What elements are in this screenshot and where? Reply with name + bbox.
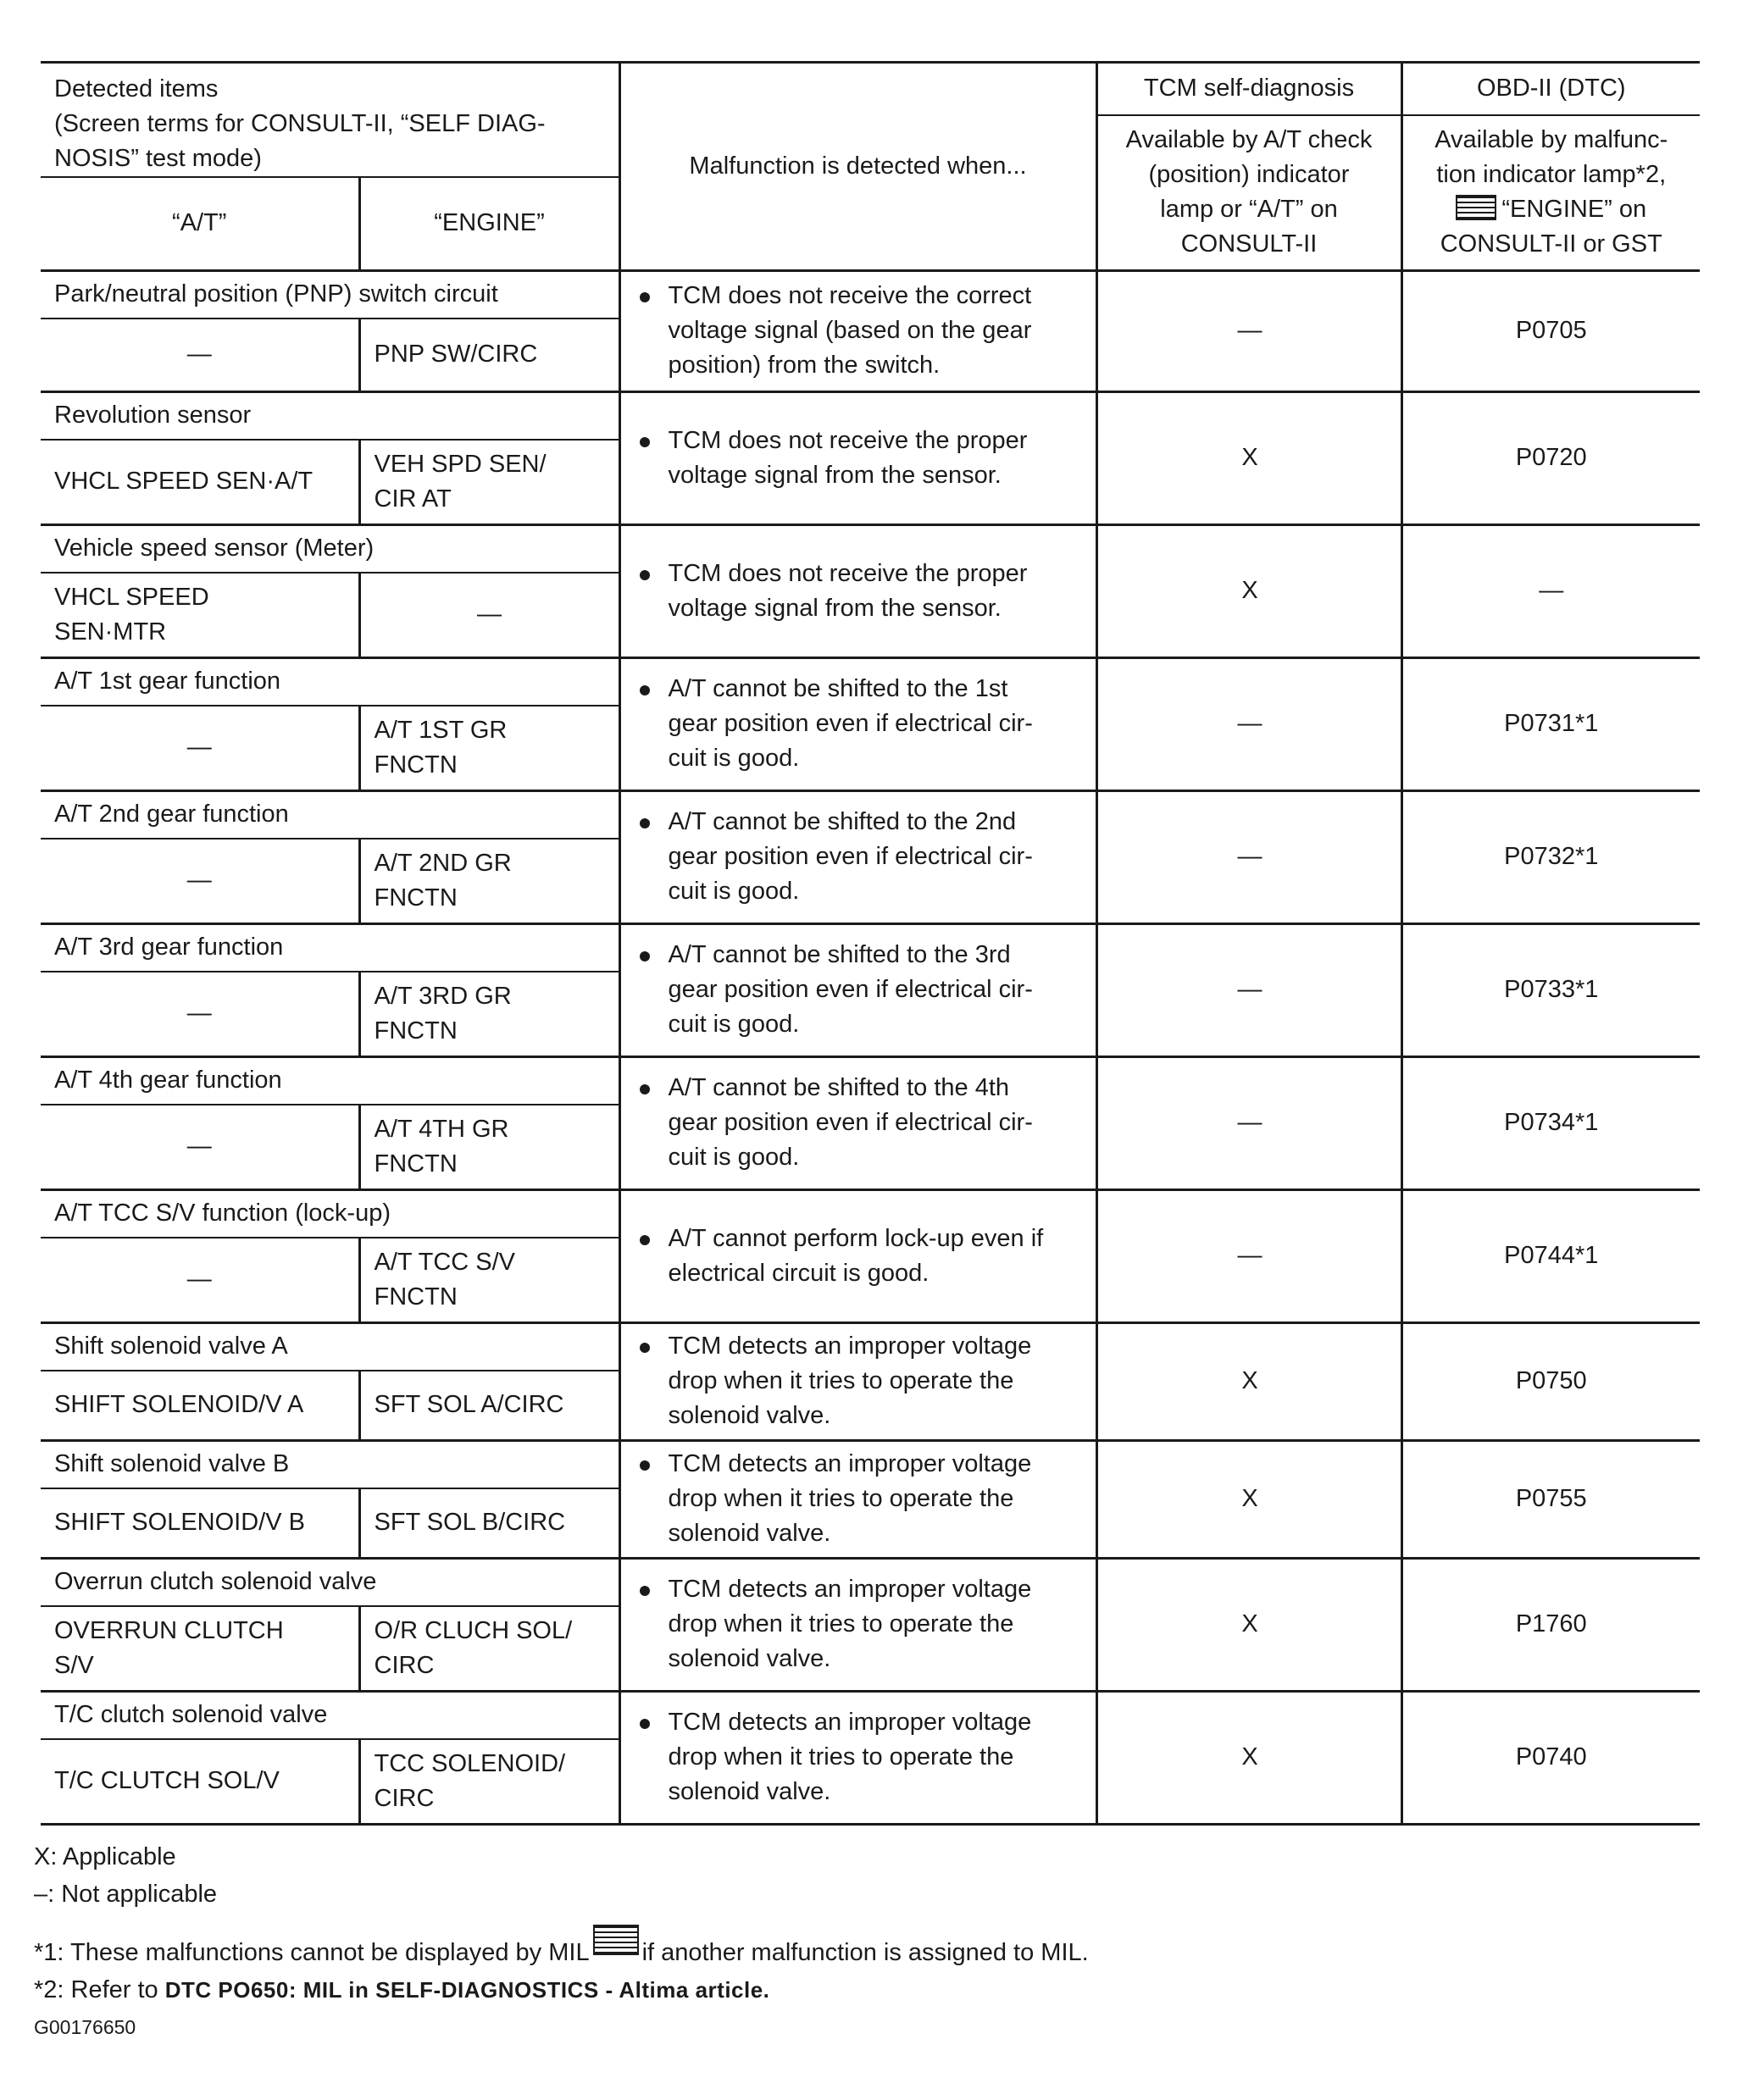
header-tcm-sub: Available by A/T check (position) indicator lamp or “A/T” on CONSULT-II (1096, 115, 1401, 271)
header-engine: “ENGINE” (359, 177, 619, 270)
malfunction-condition: A/T cannot perform lock-up even if electrical circuit is good. (619, 1189, 1096, 1322)
diagnostic-table (41, 61, 1700, 1826)
consult-at-term: OVERRUN CLUTCH S/V (41, 1606, 359, 1691)
footnote-1: *1: These malfunctions cannot be displayed by MIL if another malfunction is assigned to MIL. (34, 1925, 1089, 1971)
obd-dtc-code: P1760 (1401, 1558, 1700, 1691)
malfunction-condition: TCM does not receive the proper voltage signal from the sensor. (619, 524, 1096, 657)
consult-at-term: VHCL SPEED SEN·A/T (41, 440, 359, 524)
malfunction-condition: A/T cannot be shifted to the 3rd gear position even if electrical cir- cuit is good. (619, 923, 1096, 1056)
obd-dtc-code: P0733*1 (1401, 923, 1700, 1056)
detected-item: A/T TCC S/V function (lock-up) (41, 1189, 619, 1238)
legend-not-applicable: –: Not applicable (34, 1881, 218, 1908)
detected-item: Overrun clutch solenoid valve (41, 1558, 619, 1606)
notes (34, 1838, 1089, 2009)
consult-at-term: — (41, 839, 359, 923)
consult-engine-term: — (359, 573, 619, 657)
tcm-self-diagnosis: — (1096, 270, 1401, 391)
header-obd-sub: Available by malfunc- tion indicator lamp*2, “ENGINE” on CONSULT-II or GST (1401, 115, 1700, 271)
malfunction-condition: TCM detects an improper voltage drop when it tries to operate the solenoid valve. (619, 1322, 1096, 1440)
tcm-self-diagnosis: X (1096, 1322, 1401, 1440)
consult-engine-term: A/T 3RD GR FNCTN (359, 972, 619, 1056)
header-at: “A/T” (41, 177, 359, 270)
consult-at-term: SHIFT SOLENOID/V A (41, 1371, 359, 1440)
mil-lamp-icon (593, 1925, 639, 1955)
malfunction-condition: A/T cannot be shifted to the 2nd gear position even if electrical cir- cuit is good. (619, 790, 1096, 923)
consult-at-term: — (41, 1105, 359, 1189)
detected-item: Shift solenoid valve A (41, 1322, 619, 1371)
consult-engine-term: A/T 2ND GR FNCTN (359, 839, 619, 923)
obd-dtc-code: P0734*1 (1401, 1056, 1700, 1189)
tcm-self-diagnosis: — (1096, 657, 1401, 790)
consult-engine-term: A/T TCC S/V FNCTN (359, 1238, 619, 1322)
detected-item: A/T 3rd gear function (41, 923, 619, 972)
consult-engine-term: VEH SPD SEN/ CIR AT (359, 440, 619, 524)
consult-at-term: — (41, 706, 359, 790)
consult-engine-term: TCC SOLENOID/ CIRC (359, 1739, 619, 1824)
malfunction-condition: A/T cannot be shifted to the 4th gear position even if electrical cir- cuit is good. (619, 1056, 1096, 1189)
malfunction-condition: TCM detects an improper voltage drop when it tries to operate the solenoid valve. (619, 1440, 1096, 1558)
consult-engine-term: O/R CLUCH SOL/ CIRC (359, 1606, 619, 1691)
header-obd: OBD-II (DTC) (1401, 63, 1700, 115)
detected-item: T/C clutch solenoid valve (41, 1691, 619, 1739)
consult-at-term: SHIFT SOLENOID/V B (41, 1488, 359, 1558)
obd-dtc-code: P0750 (1401, 1322, 1700, 1440)
consult-at-term: — (41, 1238, 359, 1322)
consult-engine-term: PNP SW/CIRC (359, 319, 619, 391)
tcm-self-diagnosis: X (1096, 391, 1401, 524)
consult-engine-term: SFT SOL B/CIRC (359, 1488, 619, 1558)
detected-item: Vehicle speed sensor (Meter) (41, 524, 619, 573)
footnote-2: *2: Refer to DTC PO650: MIL in SELF-DIAGNOSTICS - Altima article. (34, 1976, 770, 2003)
tcm-self-diagnosis: X (1096, 1558, 1401, 1691)
header-malfunction: Malfunction is detected when... (619, 63, 1096, 271)
consult-at-term: VHCL SPEED SEN·MTR (41, 573, 359, 657)
obd-dtc-code: P0720 (1401, 391, 1700, 524)
detected-item: Shift solenoid valve B (41, 1440, 619, 1488)
detected-item: Park/neutral position (PNP) switch circuit (41, 270, 619, 319)
malfunction-condition: TCM detects an improper voltage drop when it tries to operate the solenoid valve. (619, 1691, 1096, 1824)
detected-item: A/T 1st gear function (41, 657, 619, 706)
obd-dtc-code: P0755 (1401, 1440, 1700, 1558)
figure-code: G00176650 (34, 2016, 136, 2038)
consult-engine-term: SFT SOL A/CIRC (359, 1371, 619, 1440)
tcm-self-diagnosis: — (1096, 923, 1401, 1056)
tcm-self-diagnosis: — (1096, 790, 1401, 923)
tcm-self-diagnosis: — (1096, 1189, 1401, 1322)
obd-dtc-code: P0731*1 (1401, 657, 1700, 790)
consult-at-term: T/C CLUTCH SOL/V (41, 1739, 359, 1824)
obd-dtc-code: P0740 (1401, 1691, 1700, 1824)
obd-dtc-code: P0732*1 (1401, 790, 1700, 923)
malfunction-condition: TCM does not receive the correct voltage signal (based on the gear position) from the switch. (619, 270, 1096, 391)
malfunction-condition: A/T cannot be shifted to the 1st gear position even if electrical cir- cuit is good. (619, 657, 1096, 790)
header-detected-items: Detected items (Screen terms for CONSULT-II, “SELF DIAG- NOSIS” test mode) (41, 63, 619, 178)
detected-item: A/T 4th gear function (41, 1056, 619, 1105)
detected-item: A/T 2nd gear function (41, 790, 619, 839)
detected-item: Revolution sensor (41, 391, 619, 440)
header-tcm: TCM self-diagnosis (1096, 63, 1401, 115)
legend-applicable: X: Applicable (34, 1843, 176, 1870)
consult-engine-term: A/T 4TH GR FNCTN (359, 1105, 619, 1189)
malfunction-condition: TCM detects an improper voltage drop when it tries to operate the solenoid valve. (619, 1558, 1096, 1691)
tcm-self-diagnosis: X (1096, 1691, 1401, 1824)
consult-at-term: — (41, 972, 359, 1056)
consult-engine-term: A/T 1ST GR FNCTN (359, 706, 619, 790)
service-engine-soon-lamp-icon (1456, 195, 1496, 220)
tcm-self-diagnosis: X (1096, 1440, 1401, 1558)
obd-dtc-code: P0705 (1401, 270, 1700, 391)
malfunction-condition: TCM does not receive the proper voltage signal from the sensor. (619, 391, 1096, 524)
tcm-self-diagnosis: X (1096, 524, 1401, 657)
obd-dtc-code: P0744*1 (1401, 1189, 1700, 1322)
tcm-self-diagnosis: — (1096, 1056, 1401, 1189)
obd-dtc-code: — (1401, 524, 1700, 657)
consult-at-term: — (41, 319, 359, 391)
